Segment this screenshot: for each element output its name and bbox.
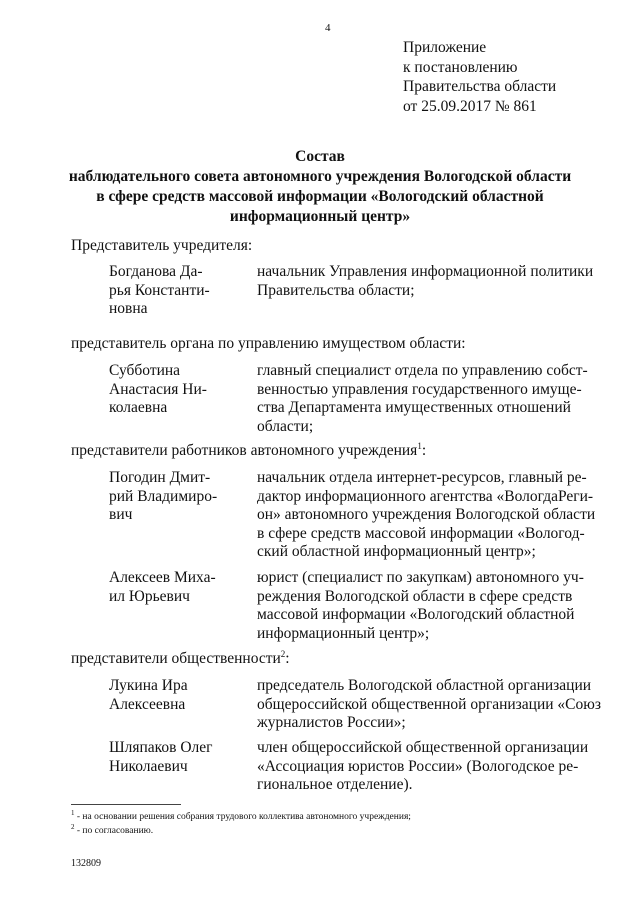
member-position: начальник отдела интернет-ресурсов, главный ре- дактор информационного агентства «ВологдаРеги- он» автономного учреждения Вологодской области в сфере средств массовой информации «Вологод- ский областной информационный центр»; [257, 469, 596, 560]
title-line: Состав [295, 148, 345, 165]
member-position: юрист (специалист по закупкам) автономного уч- реждения Вологодской области в сфере средств массовой информации «Вологодский областной информационный центр»; [257, 569, 584, 642]
member-name: Шляпаков Олег Николаевич [109, 739, 213, 775]
document-title [0, 147, 640, 227]
title-line: информационный центр» [229, 208, 411, 225]
footnote-divider [71, 804, 181, 805]
appendix-line: Правительства области [403, 78, 557, 95]
member-position: председатель Вологодской областной организации общероссийской общественной организации «Союз журналистов России»; [257, 677, 601, 731]
member-name: Субботина Анастасия Ни- колаевна [109, 362, 207, 416]
footnote-ref: 2 [280, 648, 286, 659]
appendix-line: от 25.09.2017 № 861 [403, 97, 537, 115]
member-name: Алексеев Миха- ил Юрьевич [109, 569, 216, 605]
footnote: $^1$ - на основании решения собрания трудового коллектива автономного учреждения; [71, 809, 411, 823]
member-name: Лукина Ира Алексеевна [109, 677, 188, 713]
appendix-line: Приложение [403, 39, 487, 56]
footnote: $^2$ - по согласованию. [71, 823, 154, 837]
member-position: главный специалист отдела по управлению собст- венностью управления государственного имуще- ства Департамента имущественных отношений области; [257, 362, 588, 435]
group-heading: представители общественности$^2$: [71, 648, 290, 667]
member-name: Погодин Дмит- рий Владимиро- вич [109, 469, 218, 523]
group-heading: представитель органа по управлению имуществом области: [71, 335, 466, 352]
title-line: наблюдательного совета автономного учреждения Вологодской области [68, 168, 572, 185]
group-heading: представители работников автономного учреждения$^1$: [71, 440, 427, 459]
member-position: член общероссийской общественной организации «Ассоциация юристов России» (Вологодское ре- гиональное отделение). [257, 739, 589, 793]
member-position: начальник Управления информационной политики Правительства области; [257, 263, 594, 299]
page-number: 4 [325, 22, 331, 34]
group-heading: Представитель учредителя: [71, 237, 253, 254]
appendix-header [403, 38, 556, 116]
member-name: Богданова Да- рья Константи- новна [109, 263, 210, 317]
footnote-ref: 1 [417, 440, 422, 451]
appendix-line: к постановлению [403, 58, 518, 76]
title-line: в сфере средств массовой информации «Вологодский областной [96, 188, 544, 205]
document-code: 132809 [71, 858, 101, 869]
